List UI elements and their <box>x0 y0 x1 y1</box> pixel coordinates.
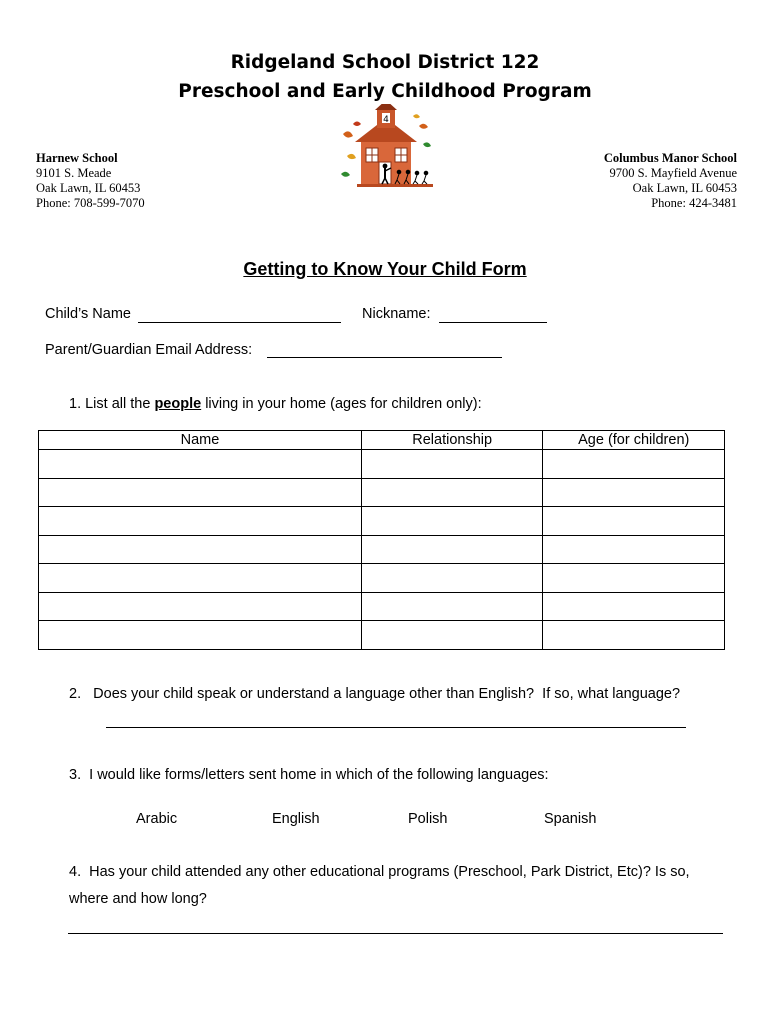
relationship-cell[interactable] <box>361 535 543 564</box>
age-cell[interactable] <box>543 621 725 650</box>
table-row <box>39 507 725 536</box>
child-name-field[interactable] <box>138 322 341 323</box>
question-4-line-1: 4. Has your child attended any other educational programs (Preschool, Park District, Etc)? Is so, <box>69 864 690 880</box>
question-3: 3. I would like forms/letters sent home in which of the following languages: <box>69 767 549 783</box>
name-cell[interactable] <box>39 592 362 621</box>
name-cell[interactable] <box>39 564 362 593</box>
column-header-relationship: Relationship <box>361 431 543 450</box>
age-cell[interactable] <box>543 592 725 621</box>
email-field[interactable] <box>267 357 502 358</box>
relationship-cell[interactable] <box>361 592 543 621</box>
table-row <box>39 535 725 564</box>
table-row <box>39 564 725 593</box>
right-school-phone: Phone: 424-3481 <box>651 196 737 210</box>
age-cell[interactable] <box>543 450 725 479</box>
language-option-english[interactable]: English <box>272 811 320 827</box>
question-4-answer-line[interactable] <box>68 933 723 934</box>
nickname-label: Nickname: <box>362 306 431 322</box>
relationship-cell[interactable] <box>361 478 543 507</box>
program-title: Preschool and Early Childhood Program <box>178 81 592 102</box>
relationship-cell[interactable] <box>361 564 543 593</box>
right-school-street: 9700 S. Mayfield Avenue <box>609 166 737 180</box>
name-cell[interactable] <box>39 478 362 507</box>
relationship-cell[interactable] <box>361 450 543 479</box>
language-option-polish[interactable]: Polish <box>408 811 448 827</box>
question-2: 2. Does your child speak or understand a language other than English? If so, what language? <box>69 686 681 702</box>
question-2-answer-line[interactable] <box>106 727 686 728</box>
left-school-name: Harnew School <box>36 151 118 165</box>
table-row <box>39 478 725 507</box>
table-row <box>39 450 725 479</box>
right-school-city: Oak Lawn, IL 60453 <box>632 181 737 195</box>
name-cell[interactable] <box>39 450 362 479</box>
relationship-cell[interactable] <box>361 621 543 650</box>
schoolhouse-logo <box>333 104 439 190</box>
column-header-name: Name <box>39 431 362 450</box>
district-title: Ridgeland School District 122 <box>230 52 540 73</box>
language-option-arabic[interactable]: Arabic <box>136 811 178 827</box>
question-4-line-2: where and how long? <box>69 891 207 907</box>
column-header-age: Age (for children) <box>543 431 725 450</box>
left-school-phone: Phone: 708-599-7070 <box>36 196 145 210</box>
name-cell[interactable] <box>39 535 362 564</box>
nickname-field[interactable] <box>439 322 547 323</box>
email-label: Parent/Guardian Email Address: <box>45 342 253 358</box>
left-school-city: Oak Lawn, IL 60453 <box>36 181 141 195</box>
name-cell[interactable] <box>39 507 362 536</box>
left-school-street: 9101 S. Meade <box>36 166 112 180</box>
relationship-cell[interactable] <box>361 507 543 536</box>
question-1-emphasis: people <box>154 396 202 412</box>
language-option-spanish[interactable]: Spanish <box>544 811 597 827</box>
question-1 <box>69 396 482 412</box>
age-cell[interactable] <box>543 564 725 593</box>
left-school-address <box>36 151 145 211</box>
right-school-name: Columbus Manor School <box>603 151 737 165</box>
name-cell[interactable] <box>39 621 362 650</box>
table-row <box>39 592 725 621</box>
form-title: Getting to Know Your Child Form <box>243 259 527 279</box>
table-row <box>39 621 725 650</box>
age-cell[interactable] <box>543 478 725 507</box>
age-cell[interactable] <box>543 535 725 564</box>
question-1-suffix: living in your home (ages for children only): <box>201 396 482 412</box>
age-cell[interactable] <box>543 507 725 536</box>
question-1-prefix: 1. List all the <box>69 396 155 412</box>
child-name-label: Child’s Name <box>45 306 131 322</box>
people-table <box>38 430 725 650</box>
tower-number: 4 <box>383 115 389 125</box>
right-school-address <box>604 151 737 211</box>
table-header-row <box>39 431 725 450</box>
